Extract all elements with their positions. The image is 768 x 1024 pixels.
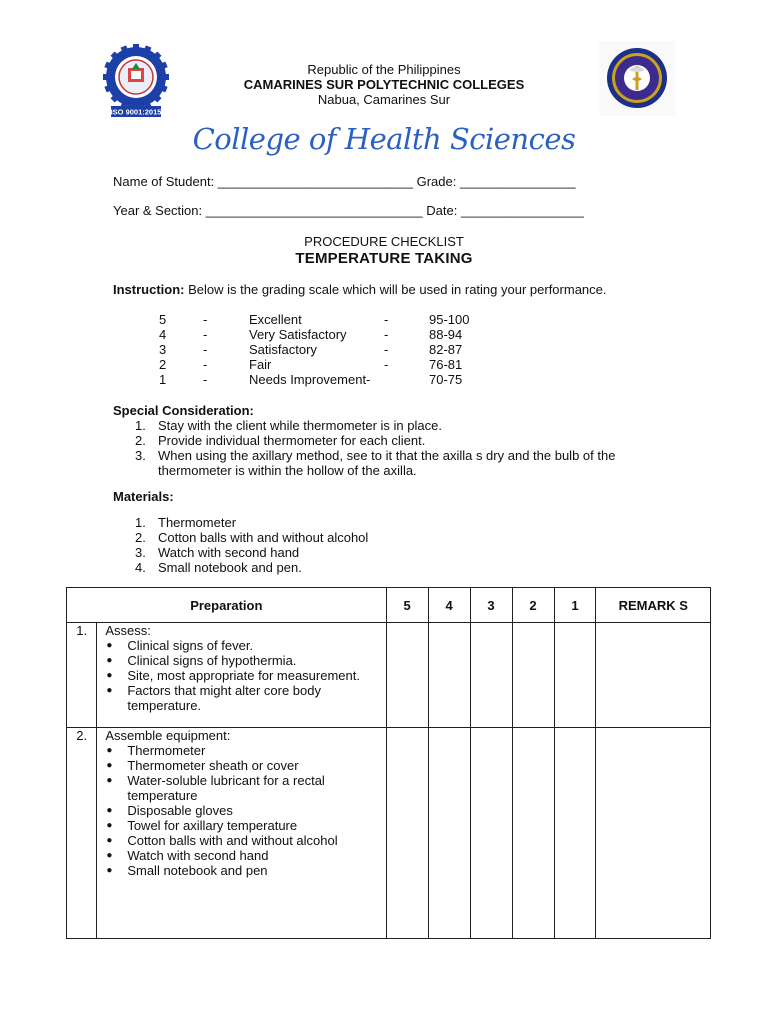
list-item: 3. When using the axillary method, see to it that the axilla s dry and the bulb of the thermometer is within the hollow of the axilla. bbox=[135, 448, 616, 478]
list-item: ● Water-soluble lubricant for a rectal temperature bbox=[105, 773, 385, 803]
materials-list bbox=[135, 515, 655, 575]
materials-heading: Materials: bbox=[113, 489, 174, 504]
table-header-row bbox=[67, 588, 711, 623]
scale-desc: Satisfactory bbox=[249, 342, 317, 357]
scale-dash: - bbox=[384, 342, 389, 357]
list-item: 2. Cotton balls with and without alcohol bbox=[135, 530, 369, 545]
iso-label: ISO 9001:2015 bbox=[110, 107, 162, 117]
list-item: ● Cotton balls with and without alcohol bbox=[105, 833, 385, 848]
scale-dash: - bbox=[203, 342, 208, 357]
list-item: 2. Provide individual thermometer for each client. bbox=[135, 433, 426, 448]
scale-num: 5 bbox=[159, 312, 167, 327]
header-score-1: 1 bbox=[554, 588, 596, 623]
instruction-body: Below is the grading scale which will be used in rating your performance. bbox=[184, 282, 607, 297]
scale-dash: - bbox=[384, 357, 389, 372]
list-item: ● Clinical signs of fever. bbox=[105, 638, 385, 653]
scale-range: 82-87 bbox=[429, 342, 463, 357]
scale-dash: - bbox=[384, 327, 389, 342]
score-cell-2[interactable] bbox=[512, 623, 554, 728]
score-cell-5[interactable] bbox=[386, 728, 428, 939]
student-name-grade-line: Name of Student: ___________________________ Grade: ________________ bbox=[113, 174, 576, 189]
list-item: ● Clinical signs of hypothermia. bbox=[105, 653, 385, 668]
scale-range: 76-81 bbox=[429, 357, 463, 372]
header-score-4: 4 bbox=[428, 588, 470, 623]
score-cell-3[interactable] bbox=[470, 728, 512, 939]
row-description bbox=[97, 728, 386, 939]
row-title: Assemble equipment: bbox=[105, 728, 231, 743]
school-name: CAMARINES SUR POLYTECHNIC COLLEGES bbox=[243, 77, 525, 92]
special-consideration-heading: Special Consideration: bbox=[113, 403, 254, 418]
scale-desc: Needs Improvement- bbox=[249, 372, 371, 387]
scale-num: 2 bbox=[159, 357, 167, 372]
score-cell-1[interactable] bbox=[554, 623, 596, 728]
instruction-text bbox=[113, 282, 633, 297]
scale-desc: Very Satisfactory bbox=[249, 327, 347, 342]
list-item: ● Small notebook and pen bbox=[105, 863, 385, 878]
score-cell-3[interactable] bbox=[470, 623, 512, 728]
republic-line: Republic of the Philippines bbox=[307, 62, 461, 77]
list-item: 4. Small notebook and pen. bbox=[135, 560, 302, 575]
score-cell-5[interactable] bbox=[386, 623, 428, 728]
list-item: ● Towel for axillary temperature bbox=[105, 818, 385, 833]
college-name: College of Health Sciences bbox=[192, 122, 576, 156]
list-item: 1. Stay with the client while thermometer is in place. bbox=[135, 418, 442, 433]
scale-range: 70-75 bbox=[429, 372, 463, 387]
scale-num: 1 bbox=[159, 372, 167, 387]
row-number: 2. bbox=[67, 728, 97, 939]
header-score-2: 2 bbox=[512, 588, 554, 623]
remarks-cell[interactable] bbox=[596, 728, 711, 939]
checklist-table bbox=[66, 587, 711, 939]
header-remarks: REMARK S bbox=[596, 588, 711, 623]
row-description bbox=[97, 623, 386, 728]
list-item: ● Thermometer bbox=[105, 743, 385, 758]
scale-dash: - bbox=[203, 312, 208, 327]
scale-range: 88-94 bbox=[429, 327, 463, 342]
header-score-3: 3 bbox=[470, 588, 512, 623]
score-cell-2[interactable] bbox=[512, 728, 554, 939]
list-item: 3. Watch with second hand bbox=[135, 545, 300, 560]
scale-desc: Excellent bbox=[249, 312, 302, 327]
list-item: 1. Thermometer bbox=[135, 515, 237, 530]
row-title: Assess: bbox=[105, 623, 151, 638]
list-item: ● Disposable gloves bbox=[105, 803, 385, 818]
scale-dash: - bbox=[203, 372, 208, 387]
school-address: Nabua, Camarines Sur bbox=[317, 92, 451, 107]
header-score-5: 5 bbox=[386, 588, 428, 623]
special-consideration-list bbox=[135, 418, 655, 478]
scale-dash: - bbox=[203, 327, 208, 342]
table-row bbox=[67, 623, 711, 728]
scale-dash: - bbox=[203, 357, 208, 372]
scale-desc: Fair bbox=[249, 357, 272, 372]
year-section-date-line: Year & Section: ______________________________ Date: _________________ bbox=[113, 203, 584, 218]
score-cell-4[interactable] bbox=[428, 623, 470, 728]
score-cell-1[interactable] bbox=[554, 728, 596, 939]
instruction-label: Instruction: bbox=[113, 282, 185, 297]
remarks-cell[interactable] bbox=[596, 623, 711, 728]
scale-num: 3 bbox=[159, 342, 167, 357]
scale-range: 95-100 bbox=[429, 312, 470, 327]
scale-dash: - bbox=[384, 312, 389, 327]
checklist-title: PROCEDURE CHECKLIST bbox=[304, 234, 464, 249]
list-item: ● Site, most appropriate for measurement. bbox=[105, 668, 385, 683]
score-cell-4[interactable] bbox=[428, 728, 470, 939]
list-item: ● Factors that might alter core body temperature. bbox=[105, 683, 385, 713]
table-row bbox=[67, 728, 711, 939]
procedure-title: TEMPERATURE TAKING bbox=[295, 250, 473, 267]
header-preparation: Preparation bbox=[67, 588, 387, 623]
row-number: 1. bbox=[67, 623, 97, 728]
list-item: ● Thermometer sheath or cover bbox=[105, 758, 385, 773]
list-item: ● Watch with second hand bbox=[105, 848, 385, 863]
scale-num: 4 bbox=[159, 327, 167, 342]
